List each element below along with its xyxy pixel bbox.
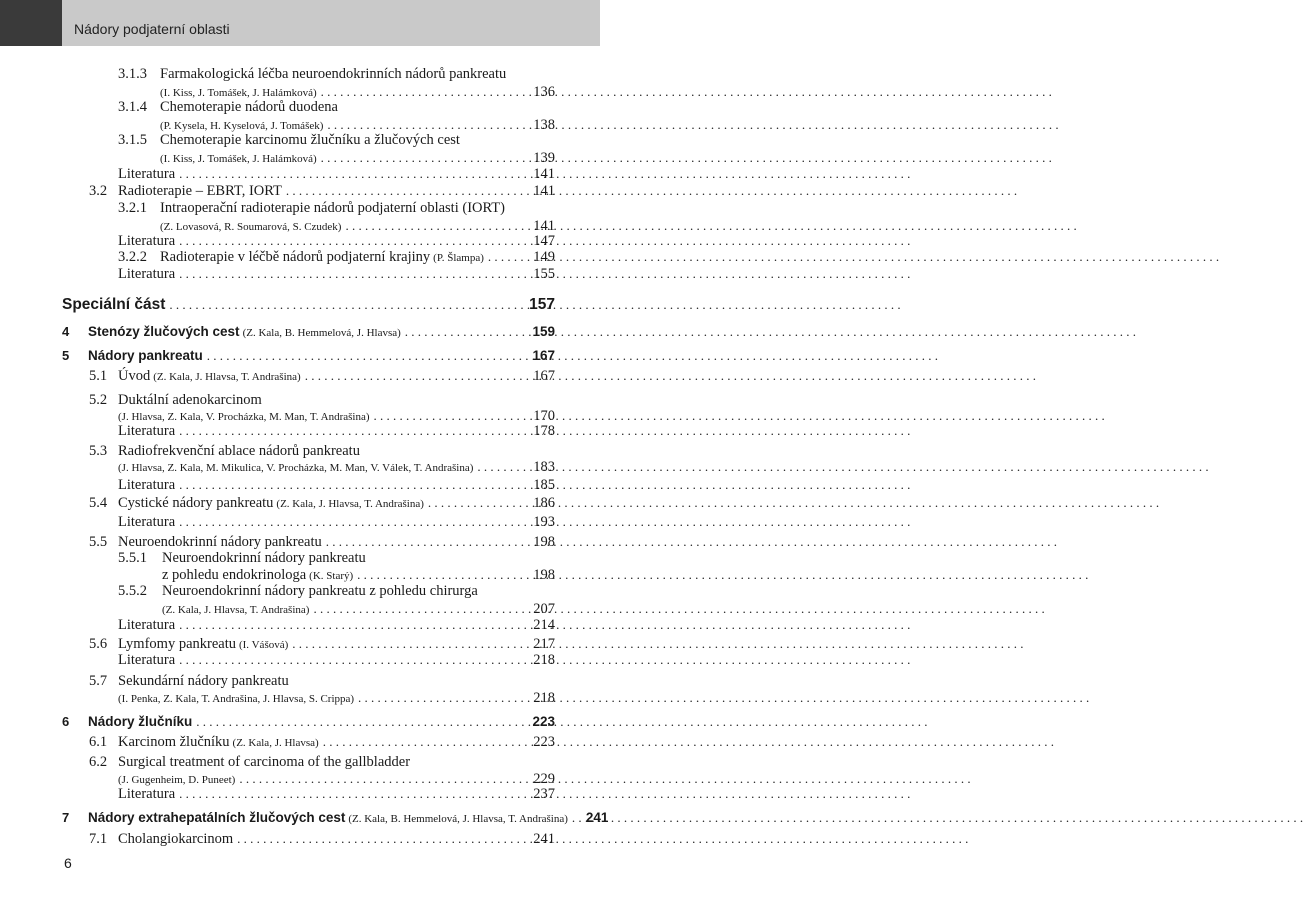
toc-entry [118,200,555,218]
toc-entry-title: Surgical treatment of carcinoma of the gallbladder [118,754,411,770]
toc-entry-title: Duktální adenokarcinom [118,392,262,408]
toc-entry-title: Speciální část [62,296,166,313]
dot-leader [488,249,529,265]
toc-entry-number: 5.5.1 [118,550,147,566]
toc-entry [118,166,555,184]
toc-entry-title: Literatura [118,423,176,439]
toc-entry-number: 5.5.2 [118,583,147,599]
toc-entry-title: Sekundární nádory pankreatu [118,673,289,689]
toc-entry-number: 3.2 [89,183,108,199]
toc-entry-title: Úvod [118,368,151,384]
dot-leader [179,617,529,633]
dot-leader [313,601,529,617]
toc-entry-title: Radiofrekvenční ablace nádorů pankreatu [118,443,360,459]
toc-entry-title: Literatura [118,166,176,182]
toc-entry-number: 3.2.1 [118,200,147,216]
toc-entry [118,583,555,601]
toc-entry-page: 138 [533,117,555,133]
toc-entry-page: 223 [533,734,555,750]
toc-entry-title: Cystické nádory pankreatu [118,495,274,511]
toc-entry-page: 198 [533,534,555,550]
dot-leader [239,771,529,787]
toc-entry-title: Literatura [118,617,176,633]
toc-entry-page: 178 [533,423,555,439]
toc-entry-number: 3.2.2 [118,249,147,265]
toc-entry-authors: (Z. Kala, B. Hemmelová, J. Hlavsa, T. Andrašina) [348,813,568,825]
toc-entry [118,550,555,568]
toc-entry-page: 241 [585,810,609,825]
toc-entry-number: 5.4 [89,495,108,511]
toc-entry-title: (I. Penka, Z. Kala, T. Andrašina, J. Hlavsa, S. Crippa) [118,693,355,705]
toc-entry-number: 7 [62,810,70,825]
toc-entry-title: Nádory pankreatu [88,348,203,363]
toc-entry [89,673,555,691]
dot-leader [358,690,529,706]
toc-entry-title: (P. Kysela, H. Kyselová, J. Tomášek) [160,120,324,132]
toc-entry-title: Nádory extrahepatálních žlučových cest [88,810,346,825]
toc-entry-page: 167 [532,348,555,363]
toc-entry-title: Literatura [118,477,176,493]
dot-leader [477,459,529,475]
dot-leader [207,348,529,364]
dot-leader [237,831,529,847]
toc-entry-page: 155 [533,266,555,282]
toc-entry-authors: (Z. Kala, J. Hlavsa, T. Andrašina) [153,371,301,383]
toc-entry [118,690,555,708]
dot-leader [169,297,525,313]
toc-entry-authors: (Z. Kala, J. Hlavsa) [232,737,319,749]
toc-entry-page: 159 [532,324,555,339]
toc-entry-title: (Z. Lovasová, R. Soumarová, S. Czudek) [160,221,342,233]
toc-entry-title: Stenózy žlučových cest [88,324,240,339]
page-number: 6 [64,855,72,871]
toc-entry-number: 3.1.5 [118,132,147,148]
toc-entry-title: (I. Kiss, J. Tomášek, J. Halámková) [160,153,317,165]
toc-entry-authors: (I. Vášová) [238,639,289,651]
toc-entry-number: 5.5 [89,534,108,550]
toc-entry-number: 5.3 [89,443,108,459]
toc-entry-page: 185 [533,477,555,493]
dot-leader [428,495,529,511]
toc-entry-page: 217 [533,636,555,652]
toc-entry [118,99,555,117]
toc-entry-page: 170 [533,408,555,424]
toc-entry-page: 207 [533,601,555,617]
toc-entry-page: 183 [533,459,555,475]
dot-leader [357,567,529,583]
toc-entry-page: 136 [533,84,555,100]
toc-entry-title: z pohledu endokrinologa [162,567,307,583]
dot-leader [179,423,529,439]
toc-entry-title: Karcinom žlučníku [118,734,230,750]
toc-entry-title: Literatura [118,652,176,668]
dot-leader [179,514,529,530]
toc-entry-page: 141 [533,183,555,199]
toc-entry [89,734,555,752]
toc-entry [89,368,555,386]
toc-entry-number: 6.2 [89,754,108,770]
toc-entry [118,652,555,670]
toc-entry-title: (J. Gugenheim, D. Puneet) [118,774,236,786]
dot-leader [179,266,529,282]
toc-entry-page: 186 [533,495,555,511]
toc-entry-page: 198 [533,567,555,583]
toc-entry-page: 218 [533,690,555,706]
dot-leader [179,786,529,802]
toc-entry [118,423,555,441]
toc-entry-number: 3.1.3 [118,66,147,82]
toc-entry-page: 149 [533,249,555,265]
dot-leader [321,150,530,166]
toc-entry-page: 241 [533,831,555,847]
toc-entry-title: Literatura [118,233,176,249]
dot-leader [345,218,529,234]
toc-entry [89,183,555,201]
toc-entry-title: Literatura [118,514,176,530]
toc-entry-authors: (Z. Kala, B. Hemmelová, J. Hlavsa) [242,327,401,339]
toc-entry-page: 214 [533,617,555,633]
toc-entry-page: 157 [529,296,555,313]
toc-entry-title: Nádory žlučníku [88,714,193,729]
toc-entry-title: (J. Hlavsa, Z. Kala, M. Mikulica, V. Procházka, M. Man, V. Válek, T. Andrašina) [118,462,474,474]
toc-entry-title: Chemoterapie nádorů duodena [160,99,338,115]
toc-entry [89,495,555,513]
toc-entry-authors: (P. Šlampa) [433,252,484,264]
dot-leader [179,652,529,668]
toc-entry-number: 5 [62,348,70,363]
dot-leader [323,734,530,750]
toc-entry-number: 7.1 [89,831,108,847]
toc-entry [118,249,555,267]
dot-leader [286,183,529,199]
toc-entry-number: 4 [62,324,70,339]
toc-entry-title: Literatura [118,786,176,802]
dot-leader [179,477,529,493]
dot-leader [196,714,528,730]
toc-entry [62,296,555,314]
toc-entry-page: 167 [533,368,555,384]
toc-entry-page: 237 [533,786,555,802]
dot-leader [374,408,530,424]
toc-entry-title: Radioterapie – EBRT, IORT [118,183,282,199]
toc-entry-page: 147 [533,233,555,249]
toc-entry-number: 5.2 [89,392,108,408]
toc-entry [62,324,555,342]
toc-entry [62,348,555,366]
running-header-title: Nádory podjaterní oblasti [74,21,230,37]
toc-entry-page: 141 [533,218,555,234]
toc-entry-number: 6.1 [89,734,108,750]
toc-entry-page: 141 [533,166,555,182]
toc-entry-title: Neuroendokrinní nádory pankreatu [118,534,322,550]
toc-entry-authors: (Z. Kala, J. Hlavsa, T. Andrašina) [276,498,424,510]
dot-leader [326,534,530,550]
toc-entry [89,754,555,772]
toc-entry [118,477,555,495]
toc-entry-title: Neuroendokrinní nádory pankreatu z pohledu chirurga [162,583,478,599]
dot-leader [305,368,530,384]
toc-entry-title: Chemoterapie karcinomu žlučníku a žlučových cest [160,132,460,148]
toc-entry-title: (I. Kiss, J. Tomášek, J. Halámková) [160,87,317,99]
dot-leader [179,166,529,182]
toc-entry-title: Cholangiokarcinom [118,831,234,847]
toc-entry-number: 5.6 [89,636,108,652]
dot-leader [321,84,530,100]
dot-leader [179,233,529,249]
toc-entry [118,266,555,284]
toc-entry [118,459,555,477]
toc-entry-number: 5.7 [89,673,108,689]
toc-entry-title: Literatura [118,266,176,282]
table-of-contents [0,0,609,917]
dot-leader [405,324,529,340]
toc-entry-page: 193 [533,514,555,530]
toc-entry-page: 229 [533,771,555,787]
toc-entry-title: Radioterapie v léčbě nádorů podjaterní krajiny [160,249,431,265]
dot-leader [292,636,529,652]
toc-entry-page: 218 [533,652,555,668]
toc-entry [62,810,609,828]
toc-entry-authors: (K. Starý) [309,570,354,582]
toc-entry-title: Farmakologická léčba neuroendokrinních nádorů pankreatu [160,66,507,82]
toc-entry [89,831,555,849]
toc-entry-title: Neuroendokrinní nádory pankreatu [162,550,366,566]
toc-entry [118,132,555,150]
toc-entry-title: (Z. Kala, J. Hlavsa, T. Andrašina) [162,604,310,616]
toc-entry [62,714,555,732]
toc-entry-number: 5.1 [89,368,108,384]
toc-entry-number: 6 [62,714,70,729]
toc-entry-title: (J. Hlavsa, Z. Kala, V. Procházka, M. Man, T. Andrašina) [118,411,370,423]
toc-entry [118,786,555,804]
dot-leader [327,117,529,133]
toc-entry-page: 223 [532,714,555,729]
toc-entry [118,617,555,635]
toc-entry-title: Lymfomy pankreatu [118,636,236,652]
toc-entry-title: Intraoperační radioterapie nádorů podjaterní oblasti (IORT) [160,200,505,216]
toc-entry [118,66,555,84]
toc-entry-page: 139 [533,150,555,166]
dot-leader [572,810,582,826]
toc-entry-number: 3.1.4 [118,99,147,115]
toc-entry [118,514,555,532]
